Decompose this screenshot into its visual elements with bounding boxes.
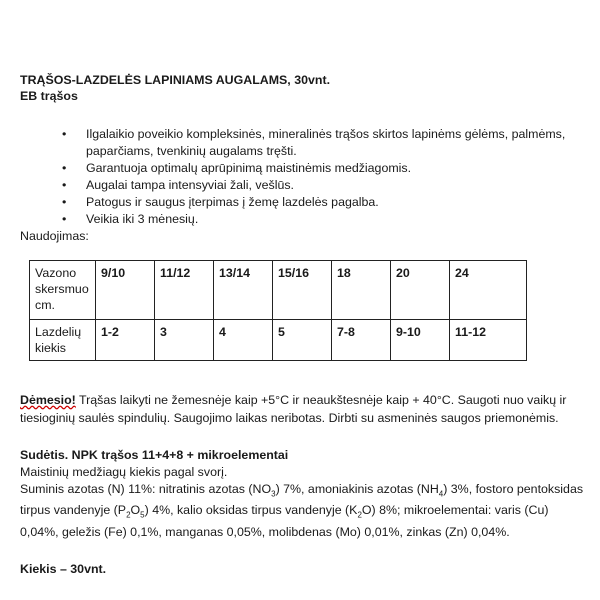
bullet-icon: • xyxy=(62,161,67,175)
table-cell: 11/12 xyxy=(155,261,214,320)
composition-section xyxy=(20,447,585,541)
bullet-icon: • xyxy=(62,127,67,141)
product-subtitle: EB trąšos xyxy=(20,89,78,103)
table-cell-head: Vazono skersmuo cm. xyxy=(30,261,96,320)
bullet-icon: • xyxy=(62,178,67,192)
list-item: • Garantuoja optimalų aprūpinimą maistinėmis medžiagomis. xyxy=(62,161,412,175)
table-cell-head: Lazdelių kiekis xyxy=(30,320,96,361)
quantity-line: Kiekis – 30vnt. xyxy=(20,561,107,576)
warning-text: Trąšas laikyti ne žemesnėje kaip +5°C ir neaukštesnėje kaip + 40°C. Saugoti nuo vaikų ir tiesioginių saulės spindulių. Saugojimo laikas neribotas. Dirbti su asmeninės saugos priemonėmis. xyxy=(20,393,567,425)
table-cell: 24 xyxy=(450,261,527,320)
table-cell: 13/14 xyxy=(214,261,273,320)
table-cell: 15/16 xyxy=(273,261,332,320)
table-cell: 18 xyxy=(332,261,391,320)
feature-list xyxy=(20,126,585,228)
table-cell: 5 xyxy=(273,320,332,361)
usage-label: Naudojimas: xyxy=(20,229,89,243)
product-title: TRĄŠOS-LAZDELĖS LAPINIAMS AUGALAMS, 30vnt. xyxy=(20,73,331,87)
table-row xyxy=(30,320,527,361)
table-cell: 9/10 xyxy=(96,261,155,320)
composition-subtitle: Maistinių medžiagų kiekis pagal svorį. xyxy=(20,465,228,479)
table-cell: 1-2 xyxy=(96,320,155,361)
table-cell: 3 xyxy=(155,320,214,361)
table-cell: 7-8 xyxy=(332,320,391,361)
table-cell: 4 xyxy=(214,320,273,361)
document xyxy=(20,72,585,577)
composition-title: Sudėtis. NPK trąšos 11+4+8 + mikroelementai xyxy=(20,448,289,462)
bullet-icon: • xyxy=(62,195,67,209)
table-cell: 11-12 xyxy=(450,320,527,361)
usage-table xyxy=(29,260,527,361)
table-row xyxy=(30,261,527,320)
bullet-icon: • xyxy=(62,212,67,226)
warning-paragraph xyxy=(20,391,585,427)
warning-label: Dėmesio! xyxy=(20,393,76,407)
table-cell: 9-10 xyxy=(391,320,450,361)
list-item: • Patogus ir saugus įterpimas į žemę lazdelės pagalba. xyxy=(62,195,379,209)
table-cell: 20 xyxy=(391,261,450,320)
list-item: • Augalai tampa intensyviai žali, vešlūs. xyxy=(62,178,294,192)
composition-text: Suminis azotas (N) 11%: nitratinis azotas $(NO_3)$ 7%, amoniakinis azotas $(NH_4)$ 3%, fostoro pentoksidas tirpus vandenyje $(P_2O_5)$ 4%, kalio oksidas tirpus vandenyje $(K_2O)$ 8%; mikroelementai: varis (Cu) 0,04%, geležis (Fe) 0,1%, manganas 0,05%, molibdenas (Mo) 0,01%, zinkas (Zn) 0,04%. xyxy=(20,482,584,539)
list-item: • Ilgalaikio poveikio kompleksinės, mineralinės trąšos skirtos lapinėms gėlėms, palmėms, paparčiams, tvenkinių augalams tręšti. xyxy=(62,127,566,158)
list-item: • Veikia iki 3 mėnesių. xyxy=(62,212,199,226)
